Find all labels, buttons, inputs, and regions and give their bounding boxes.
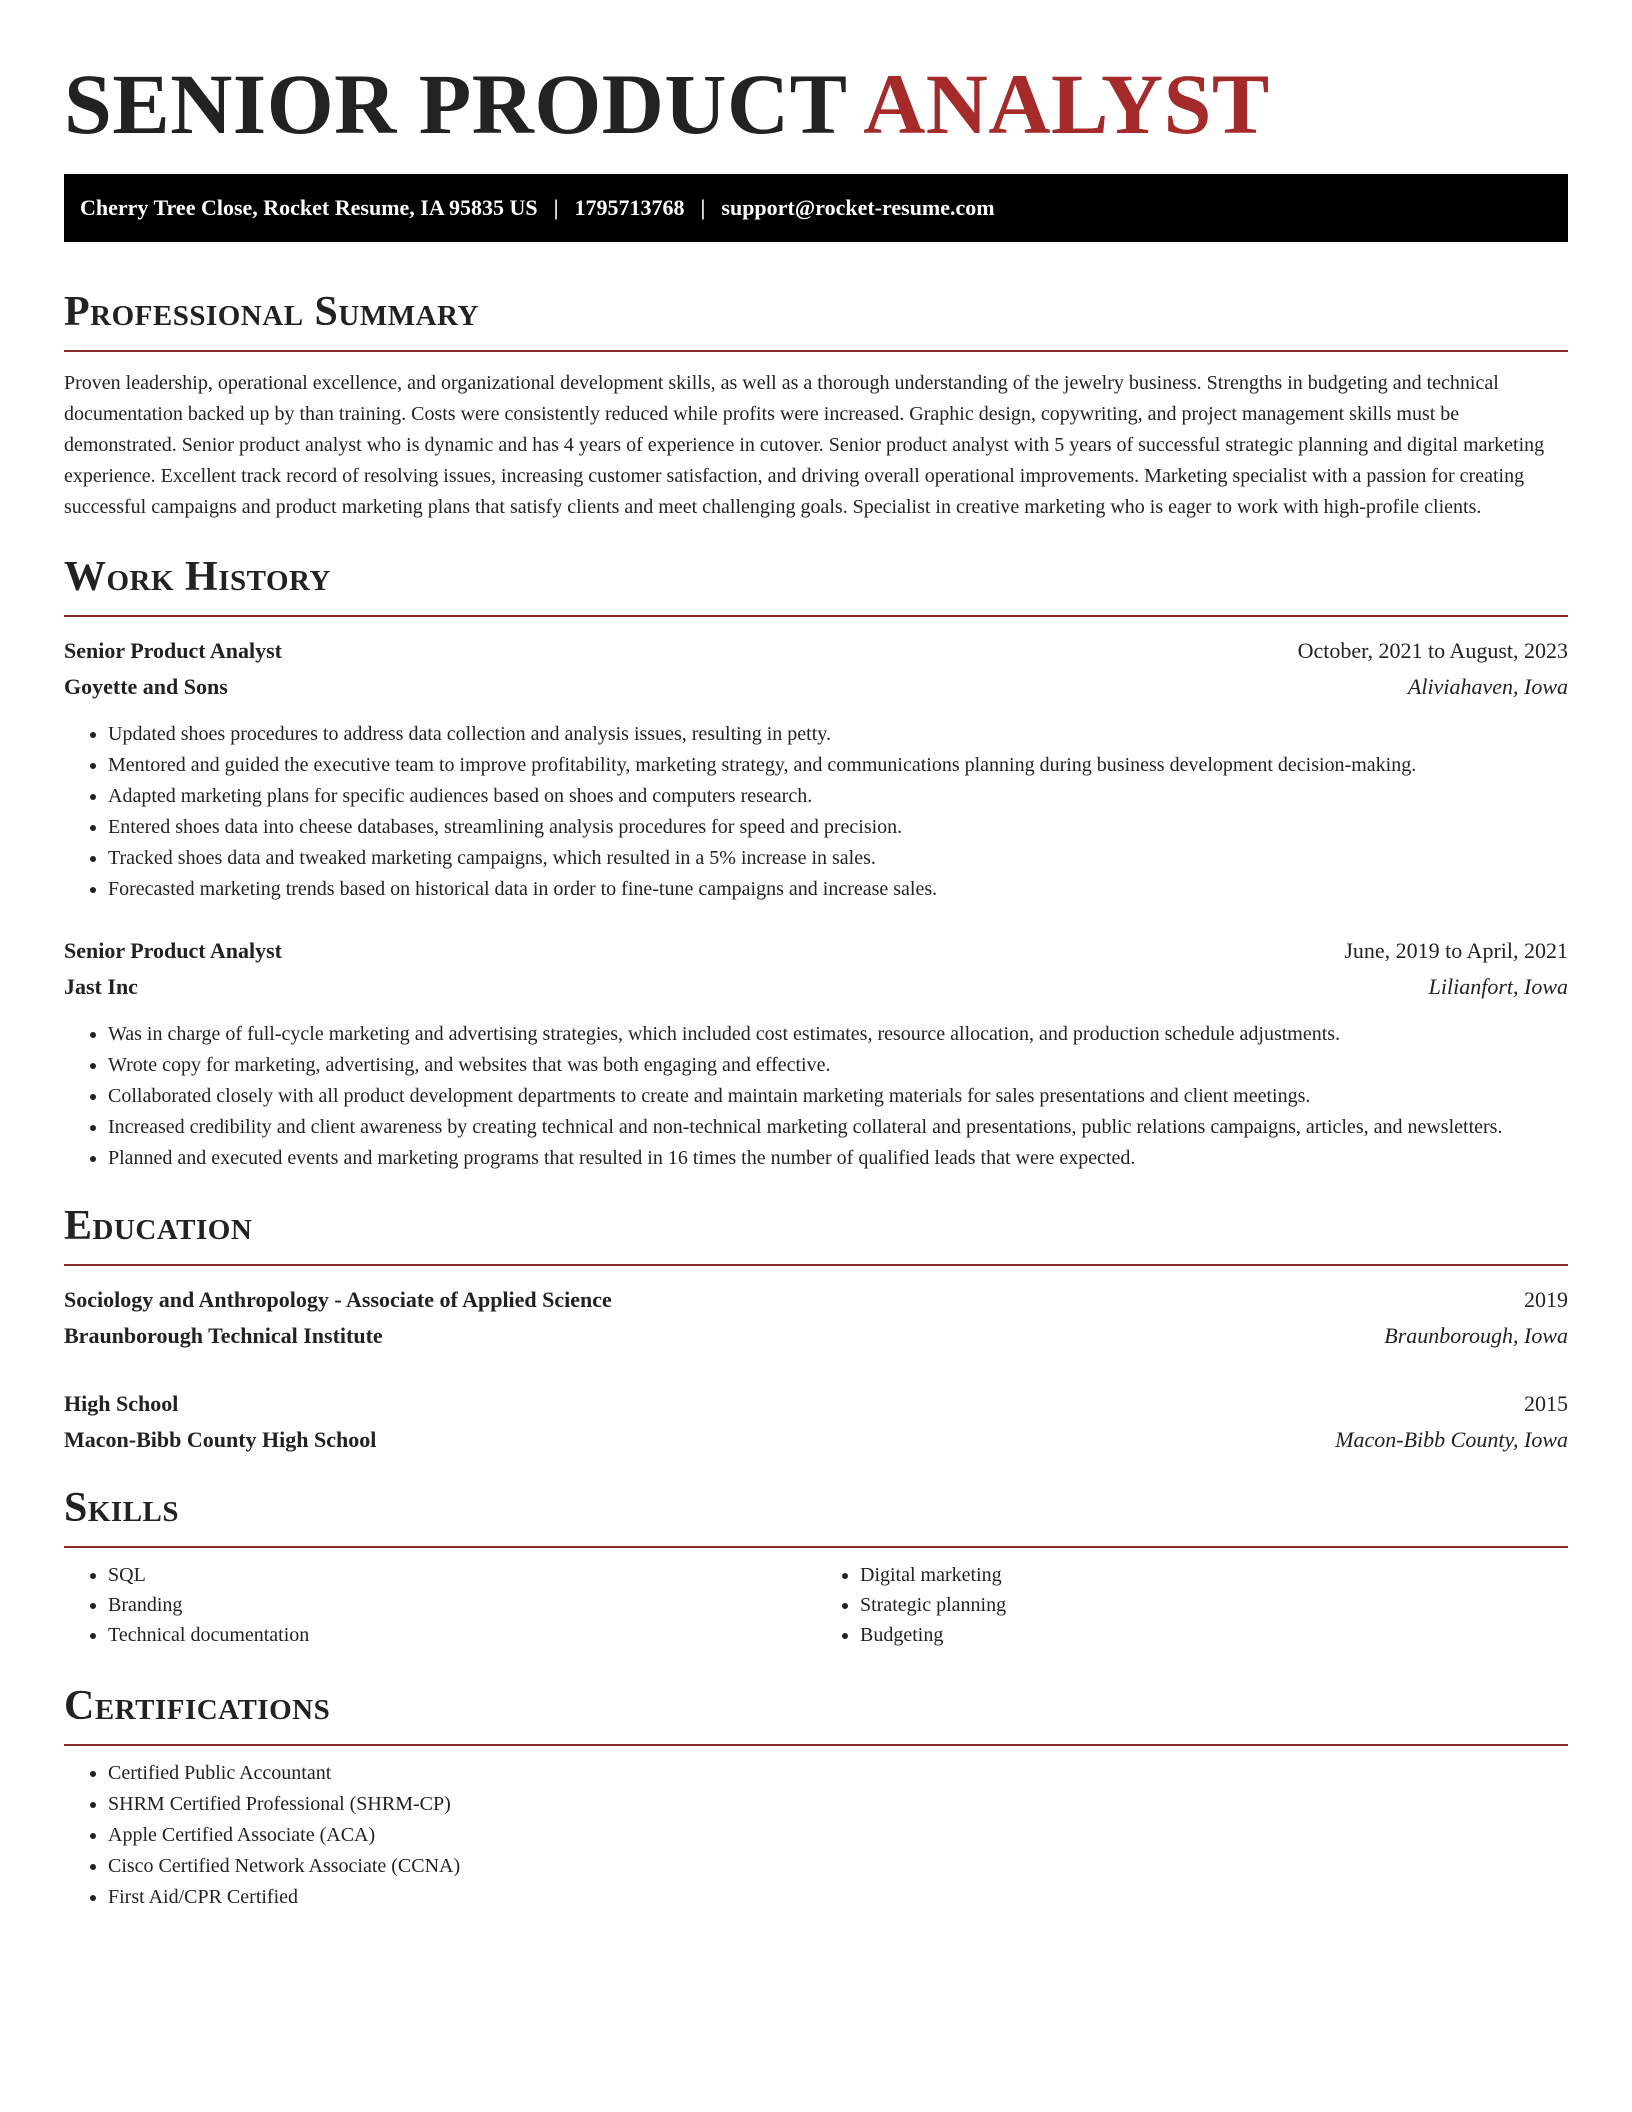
- skill-item: • Budgeting: [860, 1620, 1568, 1650]
- job-bullet: • Was in charge of full-cycle marketing and advertising strategies, which included cost estimates, resource allocation, and production schedule adjustments.: [108, 1019, 1568, 1050]
- education-degree: High School: [64, 1391, 179, 1416]
- resume-title: [64, 56, 1568, 152]
- job-location: Aliviahaven, Iowa: [1407, 674, 1568, 699]
- section-heading-education: Education: [64, 1203, 253, 1249]
- job-title: Senior Product Analyst: [64, 638, 282, 663]
- skill-item: • Strategic planning: [860, 1590, 1568, 1620]
- section-divider: [64, 1546, 1568, 1548]
- certifications-list: [64, 1758, 1568, 1913]
- contact-bar: [64, 174, 1568, 242]
- job-bullet: • Collaborated closely with all product development departments to create and maintain marketing materials for sales presentations and client meetings.: [108, 1081, 1568, 1112]
- education-year: 2015: [1524, 1391, 1568, 1416]
- resume-page: [64, 56, 1568, 1913]
- job-bullet: • Forecasted marketing trends based on historical data in order to fine-tune campaigns and increase sales.: [108, 874, 1568, 905]
- contact-separator: |: [553, 195, 559, 220]
- contact-address: Cherry Tree Close, Rocket Resume, IA 95835 US: [80, 195, 538, 220]
- certification-item: • SHRM Certified Professional (SHRM-CP): [108, 1789, 1568, 1820]
- education-school: Braunborough Technical Institute: [64, 1323, 383, 1348]
- job-bullet: • Wrote copy for marketing, advertising, and websites that was both engaging and effective.: [108, 1050, 1568, 1081]
- certification-item: • Apple Certified Associate (ACA): [108, 1820, 1568, 1851]
- job-bullet: • Mentored and guided the executive team to improve profitability, marketing strategy, and communications planning during business development decision-making.: [108, 750, 1568, 781]
- skill-item: • Technical documentation: [108, 1620, 816, 1650]
- education-section: [64, 1200, 1568, 1458]
- contact-email: support@rocket-resume.com: [721, 195, 995, 220]
- contact-separator: |: [700, 195, 706, 220]
- section-heading-work: Work History: [64, 554, 331, 600]
- education-school: Macon-Bibb County High School: [64, 1427, 377, 1452]
- work-section: [64, 551, 1568, 1174]
- job-entry: [64, 633, 1568, 905]
- skill-item: • Branding: [108, 1590, 816, 1620]
- education-location: Braunborough, Iowa: [1384, 1323, 1568, 1348]
- job-bullet: • Planned and executed events and marketing programs that resulted in 16 times the number of qualified leads that were expected.: [108, 1143, 1568, 1174]
- job-company: Jast Inc: [64, 974, 138, 999]
- job-dates: June, 2019 to April, 2021: [1344, 938, 1568, 963]
- education-location: Macon-Bibb County, Iowa: [1335, 1427, 1568, 1452]
- summary-text: Proven leadership, operational excellence, and organizational development skills, as well as a thorough understanding of the jewelry business. Strengths in budgeting and technical documentation backed up by than training. Costs were consistently reduced while profits were increased. Graphic design, copywriting, and project management skills must be demonstrated. Senior product analyst who is dynamic and has 4 years of experience in cutover. Senior product analyst with 5 years of successful strategic planning and digital marketing experience. Excellent track record of resolving issues, increasing customer satisfaction, and driving overall operational improvements. Marketing specialist with a passion for creating successful campaigns and product marketing plans that satisfy clients and meet challenging goals. Specialist in creative marketing who is eager to work with high-profile clients.: [64, 372, 1545, 518]
- job-bullet: • Adapted marketing plans for specific audiences based on shoes and computers research.: [108, 781, 1568, 812]
- section-divider: [64, 615, 1568, 617]
- certification-item: • Certified Public Accountant: [108, 1758, 1568, 1789]
- title-part-1: SENIOR PRODUCT: [64, 56, 846, 152]
- job-entry: [64, 933, 1568, 1174]
- job-dates: October, 2021 to August, 2023: [1297, 638, 1568, 663]
- job-company: Goyette and Sons: [64, 674, 228, 699]
- education-entry: [64, 1386, 1568, 1458]
- section-divider: [64, 350, 1568, 352]
- certifications-section: [64, 1680, 1568, 1913]
- section-divider: [64, 1264, 1568, 1266]
- job-bullet: • Increased credibility and client awareness by creating technical and non-technical marketing collateral and presentations, public relations campaigns, articles, and newsletters.: [108, 1112, 1568, 1143]
- skills-columns: [64, 1560, 1568, 1650]
- job-bullet: • Entered shoes data into cheese databases, streamlining analysis procedures for speed and precision.: [108, 812, 1568, 843]
- job-bullets: [64, 1019, 1568, 1174]
- section-heading-summary: Professional Summary: [64, 289, 479, 335]
- contact-phone: 1795713768: [574, 195, 685, 220]
- skills-section: [64, 1482, 1568, 1650]
- job-bullet: • Updated shoes procedures to address data collection and analysis issues, resulting in petty.: [108, 719, 1568, 750]
- job-bullet: • Tracked shoes data and tweaked marketing campaigns, which resulted in a 5% increase in sales.: [108, 843, 1568, 874]
- skills-list-left: [64, 1560, 816, 1650]
- education-entry: [64, 1282, 1568, 1354]
- skills-list-right: [816, 1560, 1568, 1650]
- certification-item: • First Aid/CPR Certified: [108, 1882, 1568, 1913]
- job-location: Lilianfort, Iowa: [1428, 974, 1568, 999]
- education-year: 2019: [1524, 1287, 1568, 1312]
- section-heading-certifications: Certifications: [64, 1683, 331, 1729]
- section-heading-skills: Skills: [64, 1485, 180, 1531]
- job-title: Senior Product Analyst: [64, 938, 282, 963]
- skill-item: • SQL: [108, 1560, 816, 1590]
- title-part-2: ANALYST: [863, 56, 1270, 152]
- section-divider: [64, 1744, 1568, 1746]
- education-degree: Sociology and Anthropology - Associate of Applied Science: [64, 1287, 612, 1312]
- certification-item: • Cisco Certified Network Associate (CCNA): [108, 1851, 1568, 1882]
- skill-item: • Digital marketing: [860, 1560, 1568, 1590]
- job-bullets: [64, 719, 1568, 905]
- summary-section: [64, 286, 1568, 523]
